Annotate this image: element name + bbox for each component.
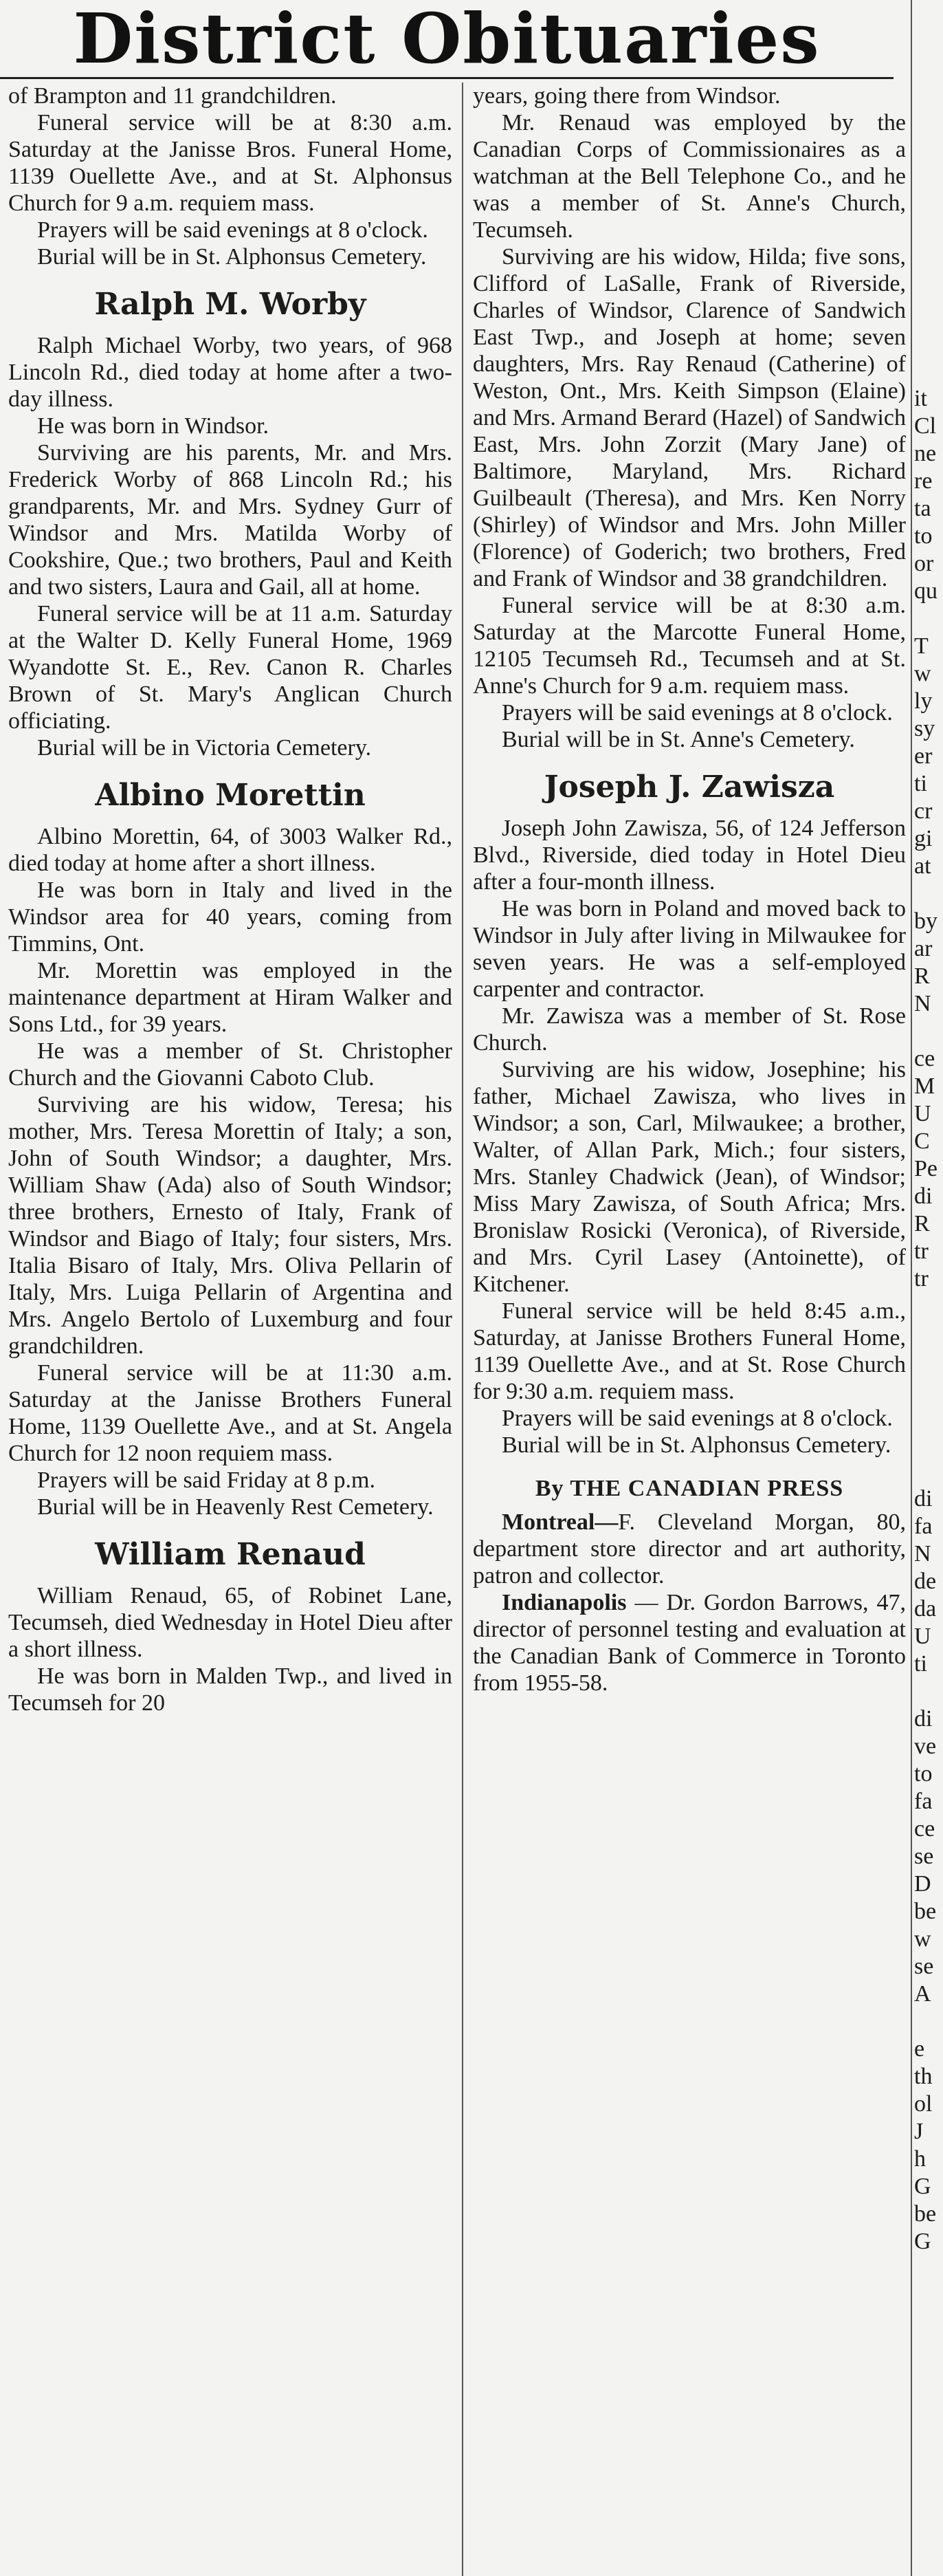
- obituary-heading-morettin: Albino Morettin: [95, 778, 366, 813]
- fragment-line: ar: [914, 936, 933, 961]
- obituary-paragraph: Ralph Michael Worby, two years, of 968 Lincoln Rd., died today at home after a two-day illness.: [8, 333, 452, 412]
- fragment-line: Cl: [914, 413, 937, 439]
- obituary-paragraph: Joseph John Zawisza, 56, of 124 Jefferson Blvd., Riverside, died today in Hotel Dieu after a four-month illness.: [473, 816, 906, 895]
- obituary-continuation: years, going there from Windsor.: [473, 83, 781, 109]
- fragment-line: be: [914, 2201, 937, 2227]
- obituary-paragraph: Surviving are his parents, Mr. and Mrs. Frederick Worby of 868 Lincoln Rd.; his grandparents, Mr. and Mrs. Sydney Gurr of Windsor and Mrs. Matilda Worby of Cookshire, Que.; two brothers, Paul and Keith and two sisters, Laura and Gail, all at home.: [8, 440, 452, 600]
- fragment-line: [914, 1320, 943, 1348]
- fragment-line: G: [914, 2174, 931, 2199]
- page-edge-divider: [911, 0, 912, 2576]
- fragment-line: w: [914, 661, 931, 686]
- column-left: [8, 83, 452, 2576]
- fragment-line: [914, 880, 943, 908]
- fragment-line: [914, 1018, 943, 1045]
- obituary-paragraph: Burial will be in St. Anne's Cemetery.: [502, 727, 855, 752]
- fragment-line: e: [914, 2036, 925, 2062]
- fragment-line: di: [914, 1486, 933, 1511]
- obituary-paragraph: William Renaud, 65, of Robinet Lane, Tecumseh, died Wednesday in Hotel Dieu after a short illness.: [8, 1583, 452, 1662]
- obituary-paragraph: Funeral service will be held 8:45 a.m., Saturday, at Janisse Brothers Funeral Home, 1139 Ouellette Ave., and at St. Rose Church for 9:30 a.m. requiem mass.: [473, 1298, 906, 1404]
- wire-text: F. Cleveland Morgan, 80, department store director and art authority, patron and collector.: [473, 1509, 906, 1589]
- fragment-line: ti: [914, 771, 927, 796]
- column-right: [473, 83, 906, 2576]
- fragment-line: N: [914, 1541, 931, 1567]
- obituary-paragraph: Prayers will be said evenings at 8 o'clock.: [502, 1406, 893, 1431]
- fragment-line: fa: [914, 1789, 933, 1814]
- fragment-line: M: [914, 1073, 935, 1099]
- wire-item: [473, 1589, 906, 1696]
- fragment-line: ce: [914, 1816, 935, 1842]
- fragment-line: gi: [914, 826, 933, 851]
- wire-dateline: Indianapolis: [502, 1590, 627, 1615]
- fragment-line: tr: [914, 1266, 929, 1291]
- obituary-paragraph: Surviving are his widow, Josephine; his father, Michael Zawisza, who lives in Windsor; a son, Carl, Milwaukee; a brother, Walter, of Allan Park, Mich.; four sisters, Mrs. Stanley Chadwick (Jean), of Windsor; Miss Mary Zawisza, of South Africa; Mrs. Bronislaw Rosicki (Veronica), of Riverside, and Mrs. Cyril Lasey (Antoinette), of Kitchener.: [473, 1057, 906, 1297]
- fragment-line: [914, 1403, 943, 1430]
- fragment-line: R: [914, 1211, 930, 1236]
- fragment-line: [914, 1430, 943, 1458]
- fragment-line: se: [914, 1844, 934, 1869]
- fragment-line: ce: [914, 1046, 935, 1071]
- adjacent-column-fragments: [914, 385, 943, 2576]
- obituary-paragraph: He was a member of St. Christopher Church and the Giovanni Caboto Club.: [8, 1038, 452, 1091]
- fragment-line: D: [914, 1871, 931, 1897]
- obituary-paragraph: Burial will be in Victoria Cemetery.: [37, 735, 372, 761]
- fragment-line: N: [914, 991, 931, 1016]
- fragment-line: h: [914, 2146, 926, 2172]
- fragment-line: qu: [914, 578, 938, 604]
- obituary-paragraph: Prayers will be said evenings at 8 o'clock.: [37, 217, 428, 243]
- fragment-line: di: [914, 1706, 933, 1732]
- obituary-paragraph: Burial will be in St. Alphonsus Cemetery.: [37, 244, 427, 270]
- obituary-paragraph: Surviving are his widow, Hilda; five sons, Clifford of LaSalle, Frank of Riverside, Charles of Windsor, Clarence of Sandwich East Twp., and Joseph at home; seven daughters, Mrs. Ray Renaud (Catherine) of Weston, Ont., Mrs. Keith Simpson (Elaine) and Mrs. Armand Berard (Hazel) of Sandwich East, Mrs. John Zorzit (Mary Jane) of Baltimore, Maryland, Mrs. Richard Guilbeault (Theresa), and Mrs. Ken Norry (Shirley) of Windsor and Mrs. John Miller (Florence) of Goderich; two brothers, Fred and Frank of Windsor and 38 grandchildren.: [473, 244, 906, 591]
- fragment-line: re: [914, 468, 933, 494]
- obituary-paragraph: Funeral service will be at 8:30 a.m. Saturday at the Marcotte Funeral Home, 12105 Tecumseh Rd., Tecumseh and at St. Anne's Church for 9 a.m. requiem mass.: [473, 593, 906, 699]
- fragment-line: [914, 1375, 943, 1403]
- fragment-line: fa: [914, 1514, 933, 1539]
- obituary-paragraph: Funeral service will be at 8:30 a.m. Saturday at the Janisse Bros. Funeral Home, 1139 Ouellette Ave., and at St. Alphonsus Church for 9 a.m. requiem mass.: [8, 110, 452, 216]
- fragment-line: ly: [914, 688, 933, 714]
- obituary-continuation: of Brampton and 11 grandchildren.: [8, 83, 337, 109]
- obituary-paragraph: Burial will be in St. Alphonsus Cemetery.: [502, 1432, 891, 1458]
- obituary-heading-worby: Ralph M. Worby: [94, 287, 366, 322]
- fragment-line: [914, 1458, 943, 1485]
- fragment-line: Pe: [914, 1156, 938, 1181]
- fragment-line: T: [914, 633, 929, 659]
- fragment-line: th: [914, 2064, 933, 2089]
- obituary-heading-renaud: William Renaud: [95, 1537, 366, 1572]
- fragment-line: G: [914, 2229, 931, 2254]
- wire-service-heading: By THE CANADIAN PRESS: [535, 1476, 844, 1501]
- fragment-line: ne: [914, 441, 937, 466]
- fragment-line: to: [914, 523, 933, 549]
- fragment-line: er: [914, 743, 933, 769]
- fragment-line: ti: [914, 1651, 927, 1677]
- fragment-line: be: [914, 1899, 937, 1924]
- fragment-line: w: [914, 1926, 931, 1952]
- obituary-paragraph: Prayers will be said evenings at 8 o'clock.: [502, 700, 893, 725]
- obituary-paragraph: Funeral service will be at 11 a.m. Saturday at the Walter D. Kelly Funeral Home, 1969 Wyandotte St. E., Rev. Canon R. Charles Brown of St. Mary's Anglican Church officiating.: [8, 601, 452, 734]
- fragment-line: C: [914, 1128, 930, 1154]
- fragment-line: de: [914, 1569, 937, 1594]
- obituary-paragraph: Prayers will be said Friday at 8 p.m.: [37, 1467, 375, 1493]
- wire-text: — Dr. Gordon Barrows, 47, director of personnel testing and evaluation at the Canadian Bank of Commerce in Toronto from 1955-58.: [473, 1590, 906, 1696]
- fragment-line: R: [914, 963, 930, 989]
- page-title: District Obituaries: [73, 0, 821, 77]
- fragment-line: [914, 605, 943, 633]
- fragment-line: sy: [914, 716, 935, 741]
- fragment-line: ve: [914, 1734, 937, 1759]
- obituary-paragraph: Mr. Morettin was employed in the maintenance department at Hiram Walker and Sons Ltd., for 39 years.: [8, 958, 452, 1037]
- fragment-line: di: [914, 1183, 933, 1209]
- obituary-paragraph: He was born in Windsor.: [37, 413, 269, 439]
- obituary-paragraph: He was born in Poland and moved back to Windsor in July after living in Milwaukee for seven years. He was a self-employed carpenter and contractor.: [473, 896, 906, 1002]
- wire-dateline: Montreal—: [502, 1509, 619, 1535]
- fragment-line: da: [914, 1596, 937, 1622]
- fragment-line: by: [914, 908, 938, 934]
- obituary-paragraph: Albino Morettin, 64, of 3003 Walker Rd., died today at home after a short illness.: [8, 824, 452, 876]
- fragment-line: [914, 2008, 943, 2035]
- obituary-paragraph: He was born in Malden Twp., and lived in Tecumseh for 20: [8, 1663, 452, 1716]
- fragment-line: U: [914, 1624, 931, 1649]
- wire-item: [473, 1509, 906, 1589]
- fragment-line: ol: [914, 2091, 933, 2117]
- fragment-line: at: [914, 853, 931, 879]
- obituary-paragraph: Mr. Renaud was employed by the Canadian Corps of Commissionaires as a watchman at the Bell Telephone Co., and he was a member of St. Anne's Church, Tecumseh.: [473, 110, 906, 243]
- obituary-heading-zawisza: Joseph J. Zawisza: [544, 769, 835, 805]
- fragment-line: J: [914, 2119, 924, 2144]
- fragment-line: [914, 1348, 943, 1375]
- fragment-line: it: [914, 386, 927, 411]
- fragment-line: cr: [914, 798, 933, 824]
- fragment-line: se: [914, 1954, 934, 1979]
- fragment-line: [914, 1678, 943, 1705]
- fragment-line: A: [914, 1981, 931, 2007]
- obituary-paragraph: He was born in Italy and lived in the Windsor area for 40 years, coming from Timmins, Ont.: [8, 877, 452, 957]
- masthead-rule: [0, 77, 894, 79]
- fragment-line: or: [914, 551, 934, 576]
- fragment-line: tr: [914, 1238, 929, 1264]
- obituary-paragraph: Funeral service will be at 11:30 a.m. Saturday at the Janisse Brothers Funeral Home, 1139 Ouellette Ave., and at St. Angela Church for 12 noon requiem mass.: [8, 1360, 452, 1466]
- obituary-paragraph: Surviving are his widow, Teresa; his mother, Mrs. Teresa Morettin of Italy; a son, John of South Windsor; a daughter, Mrs. William Shaw (Ada) also of South Windsor; three brothers, Ernesto of Italy, Frank of Windsor and Biago of Italy; four sisters, Mrs. Italia Bisaro of Italy, Mrs. Oliva Pellarin of Italy, Mrs. Luiga Pellarin of Argentina and Mrs. Angelo Bertolo of Luxemburg and four grandchildren.: [8, 1092, 452, 1359]
- obituary-paragraph: Mr. Zawisza was a member of St. Rose Church.: [473, 1003, 906, 1056]
- column-divider: [462, 83, 463, 2576]
- fragment-line: [914, 1293, 943, 1320]
- fragment-line: U: [914, 1101, 931, 1126]
- fragment-line: ta: [914, 496, 931, 521]
- fragment-line: to: [914, 1761, 933, 1787]
- obituary-paragraph: Burial will be in Heavenly Rest Cemetery.: [37, 1494, 434, 1520]
